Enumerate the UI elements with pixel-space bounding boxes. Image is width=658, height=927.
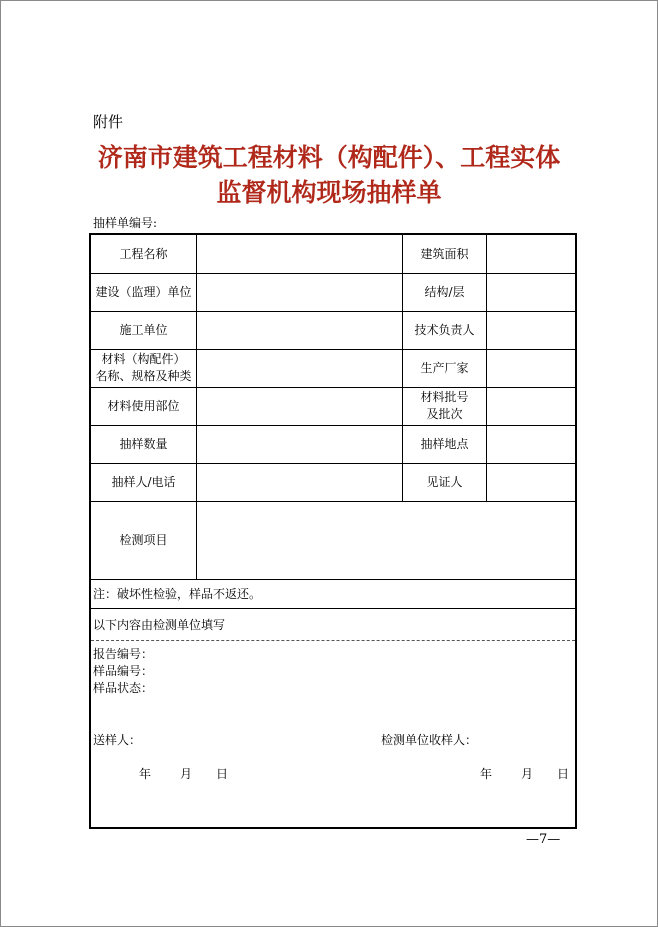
project-name-label: 工程名称 — [91, 235, 197, 273]
form-title-line2: 监督机构现场抽样单 — [216, 178, 442, 207]
receiver-label: 检测单位收样人： — [381, 733, 478, 747]
page-number: —7— — [526, 832, 561, 847]
table-row — [91, 273, 575, 312]
table-row — [91, 463, 575, 502]
technical-lead-label: 技术负责人 — [403, 311, 487, 349]
test-items-value[interactable] — [197, 501, 575, 579]
project-name-value[interactable] — [197, 235, 403, 273]
builder-supervisor-label: 建设（监理）单位 — [91, 273, 197, 311]
material-spec-value[interactable] — [197, 349, 403, 387]
construction-unit-value[interactable] — [197, 311, 403, 349]
table-row — [91, 501, 575, 580]
table-row — [91, 387, 575, 426]
receiver-date-day: 日 — [557, 767, 570, 781]
witness-value[interactable] — [487, 463, 575, 501]
sender-label: 送样人： — [93, 733, 142, 747]
building-area-label: 建筑面积 — [403, 235, 487, 273]
receiver-date-year: 年 — [480, 767, 493, 781]
technical-lead-value[interactable] — [487, 311, 575, 349]
sender-date-day: 日 — [216, 767, 229, 781]
structure-floors-value[interactable] — [487, 273, 575, 311]
material-usage-location-label: 材料使用部位 — [91, 387, 197, 425]
batch-number-value[interactable] — [487, 387, 575, 425]
manufacturer-label: 生产厂家 — [403, 349, 487, 387]
sample-number-label: 样品编号： — [93, 664, 154, 678]
sample-status-label: 样品状态： — [93, 681, 154, 695]
witness-label: 见证人 — [403, 463, 487, 501]
form-title-line1: 济南市建筑工程材料（构配件）、工程实体 — [97, 143, 561, 172]
batch-number-label: 材料批号 及批次 — [403, 387, 487, 425]
sender-date-year: 年 — [139, 767, 152, 781]
lab-fill-note: 以下内容由检测单位填写 — [91, 609, 575, 641]
receiver-date-month: 月 — [521, 767, 534, 781]
table-row — [91, 425, 575, 464]
construction-unit-label: 施工单位 — [91, 311, 197, 349]
material-usage-location-value[interactable] — [197, 387, 403, 425]
manufacturer-value[interactable] — [487, 349, 575, 387]
builder-supervisor-value[interactable] — [197, 273, 403, 311]
building-area-value[interactable] — [487, 235, 575, 273]
annex-label: 附件 — [93, 113, 124, 131]
sample-quantity-value[interactable] — [197, 425, 403, 463]
sampling-location-value[interactable] — [487, 425, 575, 463]
table-row — [91, 311, 575, 350]
destructive-test-note: 注：破坏性检验，样品不返还。 — [91, 579, 575, 609]
sample-serial-label: 抽样单编号: — [93, 216, 158, 230]
table-row — [91, 235, 575, 274]
sampler-phone-label: 抽样人/电话 — [91, 463, 197, 501]
sampling-location-label: 抽样地点 — [403, 425, 487, 463]
sampling-form-table — [89, 233, 577, 829]
sampler-phone-value[interactable] — [197, 463, 403, 501]
table-row — [91, 349, 575, 388]
structure-floors-label: 结构/层 — [403, 273, 487, 311]
report-number-label: 报告编号： — [93, 647, 154, 661]
test-items-label: 检测项目 — [91, 501, 197, 579]
sender-date-month: 月 — [180, 767, 193, 781]
material-spec-label: 材料（构配件） 名称、规格及种类 — [91, 349, 197, 387]
sample-quantity-label: 抽样数量 — [91, 425, 197, 463]
